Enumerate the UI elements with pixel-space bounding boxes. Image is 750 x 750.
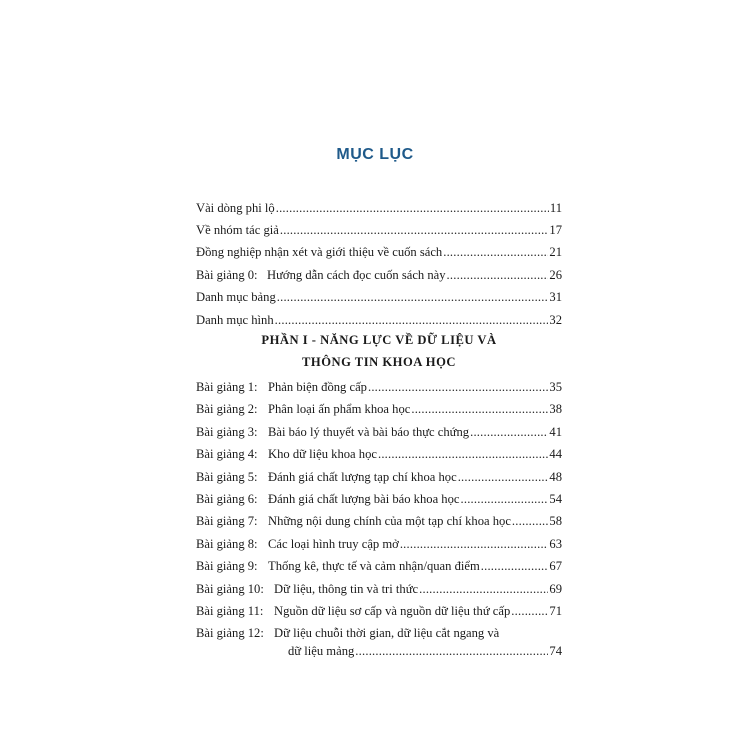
- dot-leader: [470, 423, 548, 441]
- dot-leader: [355, 642, 548, 660]
- toc-entry-lecture-11[interactable]: [196, 602, 562, 620]
- toc-entry-lecture-8[interactable]: [196, 535, 562, 553]
- entry-title: Phân loại ấn phẩm khoa học: [268, 402, 411, 416]
- lecture-number: Bài giảng 4:: [196, 447, 258, 461]
- dot-leader: [511, 602, 548, 620]
- entry-page: 54: [549, 492, 562, 506]
- entry-title: Kho dữ liệu khoa học: [268, 447, 377, 461]
- toc-entry-list-of-tables[interactable]: [196, 288, 562, 306]
- lecture-number: Bài giảng 10:: [196, 582, 264, 596]
- entry-page: 35: [549, 380, 562, 394]
- entry-page: 48: [549, 470, 562, 484]
- entry-title: Đánh giá chất lượng tạp chí khoa học: [268, 470, 457, 484]
- toc-entry-lecture-2[interactable]: [196, 400, 562, 418]
- entry-title: Những nội dung chính của một tạp chí khoa học: [268, 514, 511, 528]
- toc-entry-lecture-3[interactable]: [196, 423, 562, 441]
- entry-title: Vài dòng phi lộ: [196, 201, 275, 215]
- toc-entry-list-of-figures[interactable]: [196, 311, 562, 329]
- part-heading-line-1: PHẦN I - NĂNG LỰC VỀ DỮ LIỆU VÀ: [261, 333, 497, 347]
- part-heading-line-2: THÔNG TIN KHOA HỌC: [302, 355, 456, 369]
- entry-title: Phản biện đồng cấp: [268, 380, 367, 394]
- entry-page: 58: [549, 514, 562, 528]
- entry-title: Bài giảng 0: Hướng dẫn cách đọc cuốn sách này: [196, 268, 446, 282]
- entry-page: 17: [549, 223, 562, 237]
- toc-entry-lecture-0[interactable]: [196, 266, 562, 284]
- toc-title: MỤC LỤC: [336, 146, 414, 163]
- entry-title: Nguồn dữ liệu sơ cấp và nguồn dữ liệu thứ cấp: [274, 604, 511, 618]
- toc-entry-lecture-4[interactable]: [196, 445, 562, 463]
- entry-page: 31: [549, 290, 562, 304]
- entry-title: Thống kê, thực tế và cảm nhận/quan điểm: [268, 559, 480, 573]
- dot-leader: [411, 400, 548, 418]
- entry-title: Đồng nghiệp nhận xét và giới thiệu về cuốn sách: [196, 245, 443, 259]
- entry-page: 21: [549, 245, 562, 259]
- dot-leader: [461, 490, 549, 508]
- dot-leader: [512, 512, 548, 530]
- entry-page: 71: [549, 604, 562, 618]
- entry-title-continued: dữ liệu mảng: [288, 644, 355, 658]
- entry-page: 67: [549, 559, 562, 573]
- entry-title: Danh mục hình: [196, 313, 274, 327]
- lecture-number: Bài giảng 5:: [196, 470, 258, 484]
- dot-leader: [458, 468, 549, 486]
- entry-title: Đánh giá chất lượng bài báo khoa học: [268, 492, 460, 506]
- entry-title: Dữ liệu chuỗi thời gian, dữ liệu cắt ngang và: [274, 626, 500, 640]
- entry-page: 44: [549, 447, 562, 461]
- lecture-number: Bài giảng 9:: [196, 559, 258, 573]
- toc-entry-reviews[interactable]: [196, 243, 562, 261]
- toc-entry-lecture-12-line-1[interactable]: [196, 624, 562, 642]
- lecture-number: Bài giảng 11:: [196, 604, 264, 618]
- lecture-number: Bài giảng 7:: [196, 514, 258, 528]
- dot-leader: [400, 535, 549, 553]
- lecture-number: Bài giảng 3:: [196, 425, 258, 439]
- dot-leader: [443, 243, 548, 261]
- dot-leader: [277, 288, 549, 306]
- dot-leader: [275, 311, 549, 329]
- dot-leader: [276, 199, 549, 217]
- dot-leader: [280, 221, 549, 239]
- toc-entry-lecture-9[interactable]: [196, 557, 562, 575]
- entry-page: 38: [549, 402, 562, 416]
- lecture-number: Bài giảng 6:: [196, 492, 258, 506]
- dot-leader: [481, 557, 549, 575]
- toc-entry-preface[interactable]: [196, 199, 562, 217]
- toc-entry-lecture-10[interactable]: [196, 580, 562, 598]
- toc-entry-lecture-1[interactable]: [196, 378, 562, 396]
- dot-leader: [447, 266, 549, 284]
- entry-page: 32: [549, 313, 562, 327]
- lecture-number: Bài giảng 12:: [196, 626, 264, 640]
- entry-page: 11: [549, 201, 562, 215]
- dot-leader: [368, 378, 548, 396]
- toc-entry-lecture-7[interactable]: [196, 512, 562, 530]
- dot-leader: [419, 580, 548, 598]
- lecture-number: Bài giảng 1:: [196, 380, 258, 394]
- entry-page: 41: [549, 425, 562, 439]
- toc-entry-lecture-12-line-2[interactable]: [288, 642, 562, 660]
- entry-title: Bài báo lý thuyết và bài báo thực chứng: [268, 425, 470, 439]
- entry-title: Dữ liệu, thông tin và tri thức: [274, 582, 419, 596]
- entry-title: Danh mục bảng: [196, 290, 276, 304]
- entry-title: Về nhóm tác giả: [196, 223, 279, 237]
- entry-page: 26: [549, 268, 562, 282]
- toc-entry-lecture-5[interactable]: [196, 468, 562, 486]
- entry-page: 74: [549, 644, 562, 658]
- toc-entry-lecture-6[interactable]: [196, 490, 562, 508]
- lecture-number: Bài giảng 8:: [196, 537, 258, 551]
- entry-page: 69: [549, 582, 562, 596]
- lecture-number: Bài giảng 2:: [196, 402, 258, 416]
- entry-title: Các loại hình truy cập mở: [268, 537, 399, 551]
- dot-leader: [378, 445, 548, 463]
- entry-page: 63: [549, 537, 562, 551]
- toc-entry-authors[interactable]: [196, 221, 562, 239]
